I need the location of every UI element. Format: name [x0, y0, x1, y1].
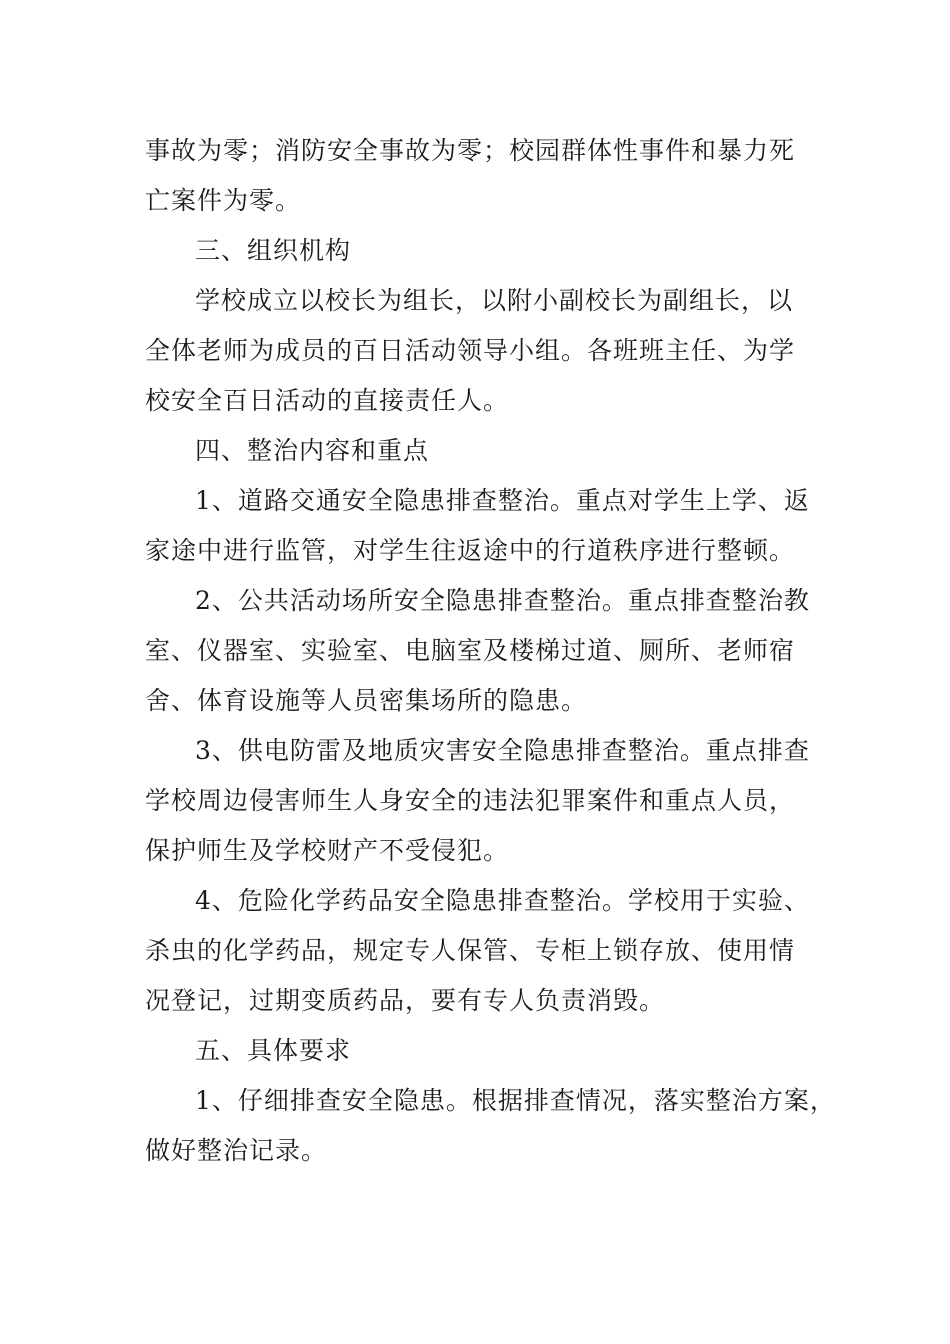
text-line: 1、仔细排查安全隐患。根据排查情况，落实整治方案，: [195, 1086, 836, 1115]
paragraph: [145, 476, 815, 576]
text-line: 家途中进行监管，对学生往返途中的行道秩序进行整顿。: [145, 536, 796, 565]
text-line: 全体老师为成员的百日活动领导小组。各班班主任、为学: [145, 336, 796, 365]
text-line: 3、供电防雷及地质灾害安全隐患排查整治。重点排查: [195, 736, 810, 765]
text-line: 学校成立以校长为组长，以附小副校长为副组长，以: [195, 286, 794, 315]
text-line: 四、整治内容和重点: [195, 436, 430, 465]
text-line: 三、组织机构: [195, 236, 352, 265]
paragraph: [145, 1076, 836, 1176]
text-line: 1、道路交通安全隐患排查整治。重点对学生上学、返: [195, 486, 810, 515]
paragraph: [145, 426, 815, 476]
text-line: 校安全百日活动的直接责任人。: [145, 386, 510, 415]
text-line: 室、仪器室、实验室、电脑室及楼梯过道、厕所、老师宿: [145, 636, 796, 665]
text-line: 五、具体要求: [195, 1036, 352, 1065]
text-line: 杀虫的化学药品，规定专人保管、专柜上锁存放、使用情: [145, 936, 796, 965]
text-line: 况登记，过期变质药品，要有专人负责消毁。: [145, 986, 666, 1015]
document-body: [145, 126, 836, 1176]
text-line: 学校周边侵害师生人身安全的违法犯罪案件和重点人员，: [145, 786, 796, 815]
paragraph: [145, 576, 815, 726]
paragraph: [145, 276, 815, 426]
text-line: 亡案件为零。: [145, 186, 302, 215]
paragraph: [145, 226, 815, 276]
paragraph: [145, 876, 815, 1026]
paragraph: [145, 1026, 815, 1076]
paragraph: [145, 126, 815, 226]
text-line: 事故为零；消防安全事故为零；校园群体性事件和暴力死: [145, 136, 796, 165]
text-line: 4、危险化学药品安全隐患排查整治。学校用于实验、: [195, 886, 810, 915]
text-line: 保护师生及学校财产不受侵犯。: [145, 836, 510, 865]
paragraph: [145, 726, 815, 876]
text-line: 2、公共活动场所安全隐患排查整治。重点排查整治教: [195, 586, 810, 615]
text-line: 做好整治记录。: [145, 1136, 328, 1165]
text-line: 舍、体育设施等人员密集场所的隐患。: [145, 686, 588, 715]
